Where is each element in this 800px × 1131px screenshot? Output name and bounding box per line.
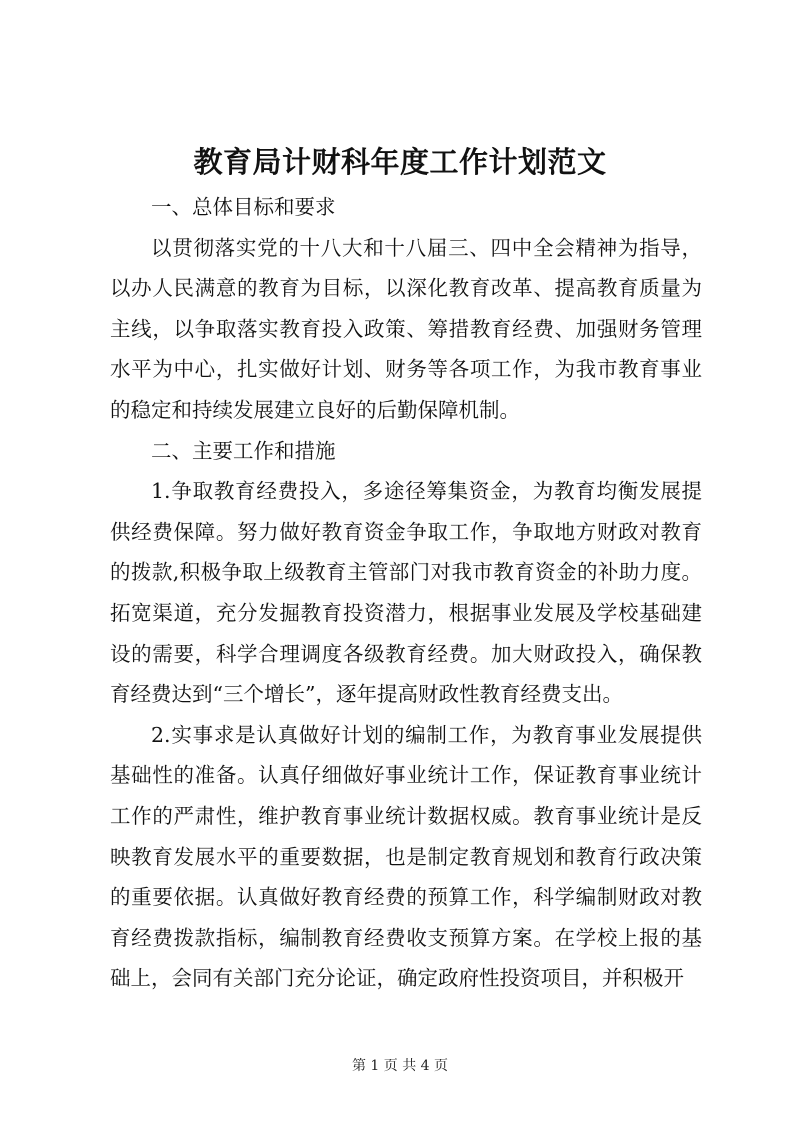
paragraph: 1.争取教育经费投入，多途径筹集资金，为教育均衡发展提供经费保障。努力做好教育资金争取工作，争取地方财政对教育的拨款,积极争取上级教育主管部门对我市教育资金的补助力度。拓宽渠道，充分发掘教育投资潜力，根据事业发展及学校基础建设的需要，科学合理调度各级教育经费。加大财政投入，确保教育经费达到“三个增长”，逐年提高财政性教育经费支出。: [110, 479, 702, 707]
paragraph: 2.实事求是认真做好计划的编制工作，为教育事业发展提供基础性的准备。认真仔细做好事业统计工作，保证教育事业统计工作的严肃性，维护教育事业统计数据权威。教育事业统计是反映教育发展水平的重要数据，也是制定教育规划和教育行政决策的重要依据。认真做好教育经费的预算工作，科学编制财政对教育经费拨款指标，编制教育经费收支预算方案。在学校上报的基础上，会同有关部门充分论证，确定政府性投资项目，并积极开: [110, 722, 702, 991]
page-footer: 第 1 页 共 4 页: [351, 1058, 449, 1074]
document-body: [110, 187, 702, 999]
section-heading-2: 二、主要工作和措施: [151, 438, 336, 463]
paragraph: 以贯彻落实党的十八大和十八届三、四中全会精神为指导，以办人民满意的教育为目标，以深化教育改革、提高教育质量为主线，以争取落实教育投入政策、筹措教育经费、加强财务管理水平为中心，扎实做好计划、财务等各项工作，为我市教育事业的稳定和持续发展建立良好的后勤保障机制。: [110, 235, 702, 422]
document-title: 教育局计财科年度工作计划范文: [193, 145, 607, 179]
section-heading-1: 一、总体目标和要求: [151, 195, 336, 219]
